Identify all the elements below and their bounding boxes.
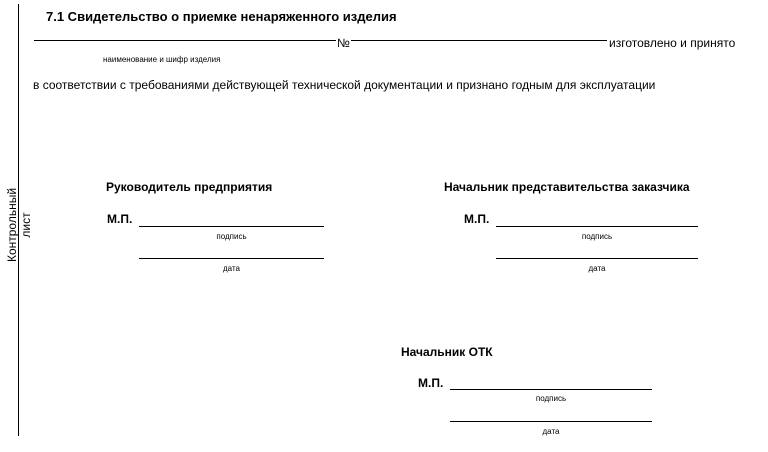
- customer-rep-date-caption: дата: [588, 264, 606, 273]
- customer-rep-date-field[interactable]: [496, 258, 698, 259]
- qc-stamp-label: М.П.: [418, 376, 444, 390]
- director-date-field[interactable]: [139, 258, 324, 259]
- qc-heading: Начальник ОТК: [401, 345, 493, 359]
- accepted-text: изготовлено и принято: [609, 36, 736, 50]
- product-name-field[interactable]: [34, 40, 336, 41]
- director-date-caption: дата: [223, 264, 240, 273]
- section-title: 7.1 Свидетельство о приемке ненаряженного изделия: [46, 9, 397, 24]
- director-signature-caption: подпись: [216, 232, 247, 241]
- customer-rep-signature-field[interactable]: [496, 226, 698, 227]
- product-name-caption: наименование и шифр изделия: [103, 55, 221, 64]
- statement-text: в соответствии с требованиями действующей технической документации и признано годным для эксплуатации: [33, 78, 656, 92]
- qc-signature-field[interactable]: [450, 389, 652, 390]
- side-label: Контрольный лист: [5, 187, 33, 263]
- director-stamp-label: М.П.: [107, 212, 133, 226]
- product-number-field[interactable]: [351, 40, 607, 41]
- customer-rep-heading: Начальник представительства заказчика: [444, 180, 690, 194]
- qc-date-field[interactable]: [450, 421, 652, 422]
- qc-date-caption: дата: [542, 427, 560, 436]
- qc-signature-caption: подпись: [535, 394, 567, 403]
- director-signature-field[interactable]: [139, 226, 324, 227]
- number-sign: №: [337, 36, 350, 50]
- director-heading: Руководитель предприятия: [106, 180, 273, 194]
- customer-rep-stamp-label: М.П.: [464, 212, 490, 226]
- customer-rep-signature-caption: подпись: [581, 232, 613, 241]
